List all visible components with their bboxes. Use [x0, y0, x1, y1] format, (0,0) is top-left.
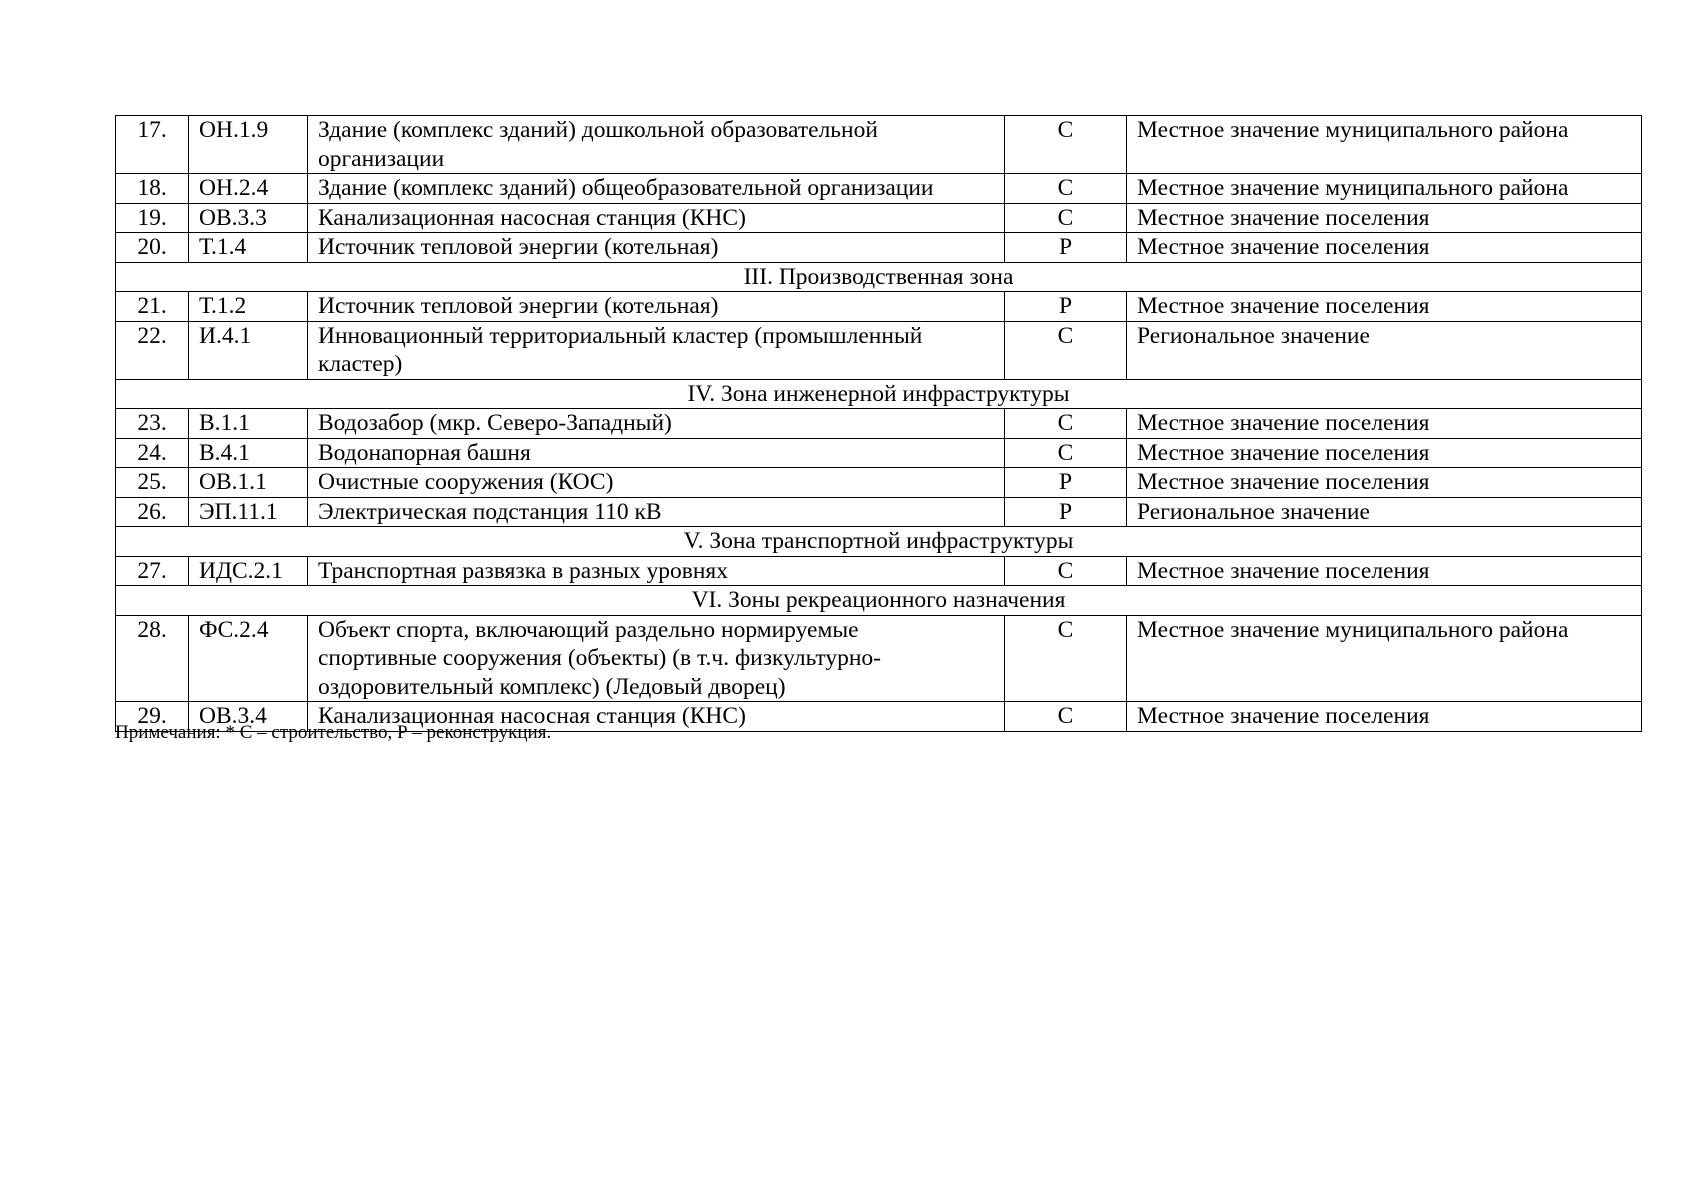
object-code-cell: ФС.2.4	[189, 615, 308, 702]
table-row	[116, 556, 1642, 586]
row-number-cell: 25.	[116, 468, 189, 498]
section-header-row	[116, 262, 1642, 292]
table-body	[116, 116, 1642, 732]
significance-cell: Местное значение поселения	[1127, 409, 1642, 439]
row-number-cell: 18.	[116, 174, 189, 204]
action-type-cell: С	[1005, 409, 1127, 439]
object-name-cell: Очистные сооружения (КОС)	[308, 468, 1005, 498]
row-number-cell: 20.	[116, 233, 189, 263]
row-number-cell: 28.	[116, 615, 189, 702]
action-type-cell: С	[1005, 438, 1127, 468]
row-number-cell: 22.	[116, 321, 189, 379]
object-code-cell: И.4.1	[189, 321, 308, 379]
object-code-cell: ОВ.3.3	[189, 203, 308, 233]
action-type-cell: Р	[1005, 233, 1127, 263]
row-number-cell: 24.	[116, 438, 189, 468]
action-type-cell: С	[1005, 203, 1127, 233]
row-number-cell: 29.	[116, 702, 189, 732]
object-name-cell: Электрическая подстанция 110 кВ	[308, 497, 1005, 527]
row-number-cell: 19.	[116, 203, 189, 233]
object-name-cell: Здание (комплекс зданий) общеобразовательной организации	[308, 174, 1005, 204]
section-title: IV. Зона инженерной инфраструктуры	[116, 379, 1642, 409]
object-name-cell: Источник тепловой энергии (котельная)	[308, 292, 1005, 322]
object-code-cell: Т.1.2	[189, 292, 308, 322]
object-name-cell: Здание (комплекс зданий) дошкольной образовательной организации	[308, 116, 1005, 174]
object-name-cell: Источник тепловой энергии (котельная)	[308, 233, 1005, 263]
row-number-cell: 23.	[116, 409, 189, 439]
section-header-row	[116, 527, 1642, 557]
table-row	[116, 321, 1642, 379]
action-type-cell: Р	[1005, 468, 1127, 498]
row-number-cell: 26.	[116, 497, 189, 527]
significance-cell: Региональное значение	[1127, 321, 1642, 379]
table-row	[116, 292, 1642, 322]
object-name-cell: Транспортная развязка в разных уровнях	[308, 556, 1005, 586]
significance-cell: Местное значение поселения	[1127, 292, 1642, 322]
object-code-cell: Т.1.4	[189, 233, 308, 263]
section-title: III. Производственная зона	[116, 262, 1642, 292]
significance-cell: Местное значение муниципального района	[1127, 615, 1642, 702]
object-name-cell: Инновационный территориальный кластер (промышленный кластер)	[308, 321, 1005, 379]
table-row	[116, 174, 1642, 204]
significance-cell: Местное значение поселения	[1127, 468, 1642, 498]
object-code-cell: ОН.1.9	[189, 116, 308, 174]
action-type-cell: Р	[1005, 497, 1127, 527]
action-type-cell: С	[1005, 116, 1127, 174]
object-name-cell: Объект спорта, включающий раздельно нормируемые спортивные сооружения (объекты) (в т.ч. физкультурно- оздоровительный комплекс) (Ледовый дворец)	[308, 615, 1005, 702]
action-type-cell: С	[1005, 702, 1127, 732]
significance-cell: Местное значение муниципального района	[1127, 116, 1642, 174]
row-number-cell: 17.	[116, 116, 189, 174]
section-title: VI. Зоны рекреационного назначения	[116, 586, 1642, 616]
notes-text: Примечания: * С – строительство, Р – реконструкция.	[115, 722, 552, 743]
object-name-cell: Водозабор (мкр. Северо-Западный)	[308, 409, 1005, 439]
row-number-cell: 21.	[116, 292, 189, 322]
table-row	[116, 468, 1642, 498]
section-header-row	[116, 586, 1642, 616]
table-row	[116, 116, 1642, 174]
object-code-cell: В.1.1	[189, 409, 308, 439]
object-code-cell: ОВ.1.1	[189, 468, 308, 498]
significance-cell: Местное значение поселения	[1127, 203, 1642, 233]
table-row	[116, 497, 1642, 527]
significance-cell: Местное значение поселения	[1127, 702, 1642, 732]
significance-cell: Местное значение поселения	[1127, 438, 1642, 468]
object-name-cell: Канализационная насосная станция (КНС)	[308, 702, 1005, 732]
table-row	[116, 203, 1642, 233]
row-number-cell: 27.	[116, 556, 189, 586]
significance-cell: Местное значение муниципального района	[1127, 174, 1642, 204]
action-type-cell: Р	[1005, 292, 1127, 322]
significance-cell: Местное значение поселения	[1127, 233, 1642, 263]
action-type-cell: С	[1005, 321, 1127, 379]
object-code-cell: ОВ.3.4	[189, 702, 308, 732]
action-type-cell: С	[1005, 615, 1127, 702]
section-title: V. Зона транспортной инфраструктуры	[116, 527, 1642, 557]
table-row	[116, 615, 1642, 702]
objects-table	[115, 115, 1642, 732]
object-code-cell: ЭП.11.1	[189, 497, 308, 527]
object-name-cell: Водонапорная башня	[308, 438, 1005, 468]
table-row	[116, 438, 1642, 468]
object-name-cell: Канализационная насосная станция (КНС)	[308, 203, 1005, 233]
significance-cell: Местное значение поселения	[1127, 556, 1642, 586]
object-code-cell: В.4.1	[189, 438, 308, 468]
action-type-cell: С	[1005, 556, 1127, 586]
object-code-cell: ОН.2.4	[189, 174, 308, 204]
object-code-cell: ИДС.2.1	[189, 556, 308, 586]
table-row	[116, 233, 1642, 263]
action-type-cell: С	[1005, 174, 1127, 204]
significance-cell: Региональное значение	[1127, 497, 1642, 527]
section-header-row	[116, 379, 1642, 409]
table-row	[116, 409, 1642, 439]
